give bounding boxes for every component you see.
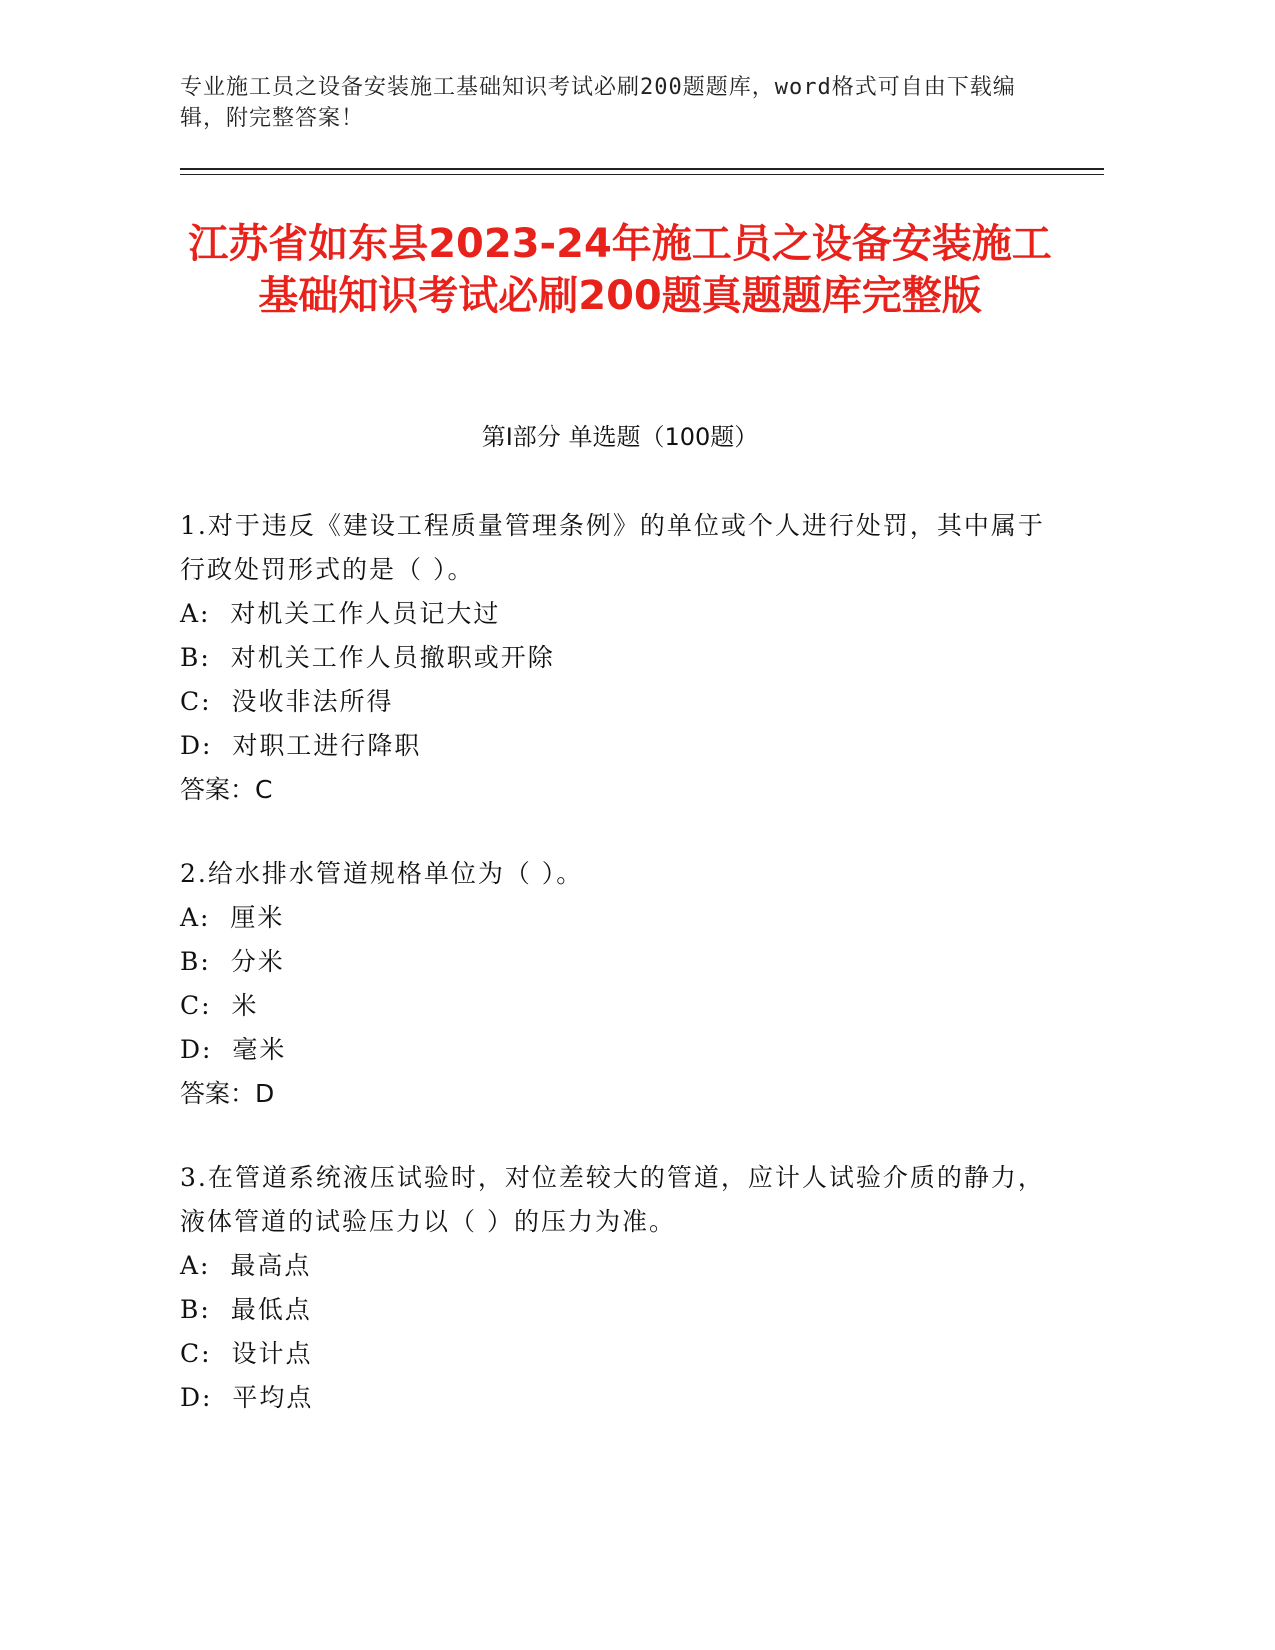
section-heading: 第I部分 单选题（100题） <box>481 423 759 451</box>
question-stem: 3.在管道系统液压试验时，对位差较大的管道，应计人试验介质的静力，液体管道的试验压力以（ ）的压力为准。 <box>180 1163 1045 1236</box>
option-d: D: 毫米 <box>180 1035 287 1064</box>
document-title: 江苏省如东县2023-24年施工员之设备安装施工基础知识考试必刷200题真题题库完整版 <box>188 221 1052 319</box>
option-c: C: 设计点 <box>180 1339 313 1368</box>
header-divider-thick <box>180 168 1104 170</box>
option-c: C: 米 <box>180 991 259 1020</box>
option-c: C: 没收非法所得 <box>180 687 394 716</box>
question-3 <box>180 1156 1060 1420</box>
option-b: B: 对机关工作人员撤职或开除 <box>180 643 555 672</box>
option-d: D: 平均点 <box>180 1383 314 1412</box>
option-b: B: 分米 <box>180 947 285 976</box>
option-a: A: 厘米 <box>180 903 285 932</box>
answer-line: 答案：D <box>180 1079 275 1108</box>
question-1 <box>180 504 1060 812</box>
header-divider-thin <box>180 174 1104 175</box>
question-stem: 2.给水排水管道规格单位为（ ）。 <box>180 859 584 888</box>
option-b: B: 最低点 <box>180 1295 312 1324</box>
question-stem: 1.对于违反《建设工程质量管理条例》的单位或个人进行处罚，其中属于行政处罚形式的是（ ）。 <box>180 511 1045 584</box>
option-a: A: 对机关工作人员记大过 <box>180 599 501 628</box>
answer-line: 答案：C <box>180 775 273 804</box>
header-note: 专业施工员之设备安装施工基础知识考试必刷200题题库，word格式可自由下载编辑，附完整答案！ <box>180 75 1016 131</box>
option-a: A: 最高点 <box>180 1251 312 1280</box>
question-2 <box>180 852 1060 1116</box>
option-d: D: 对职工进行降职 <box>180 731 422 760</box>
